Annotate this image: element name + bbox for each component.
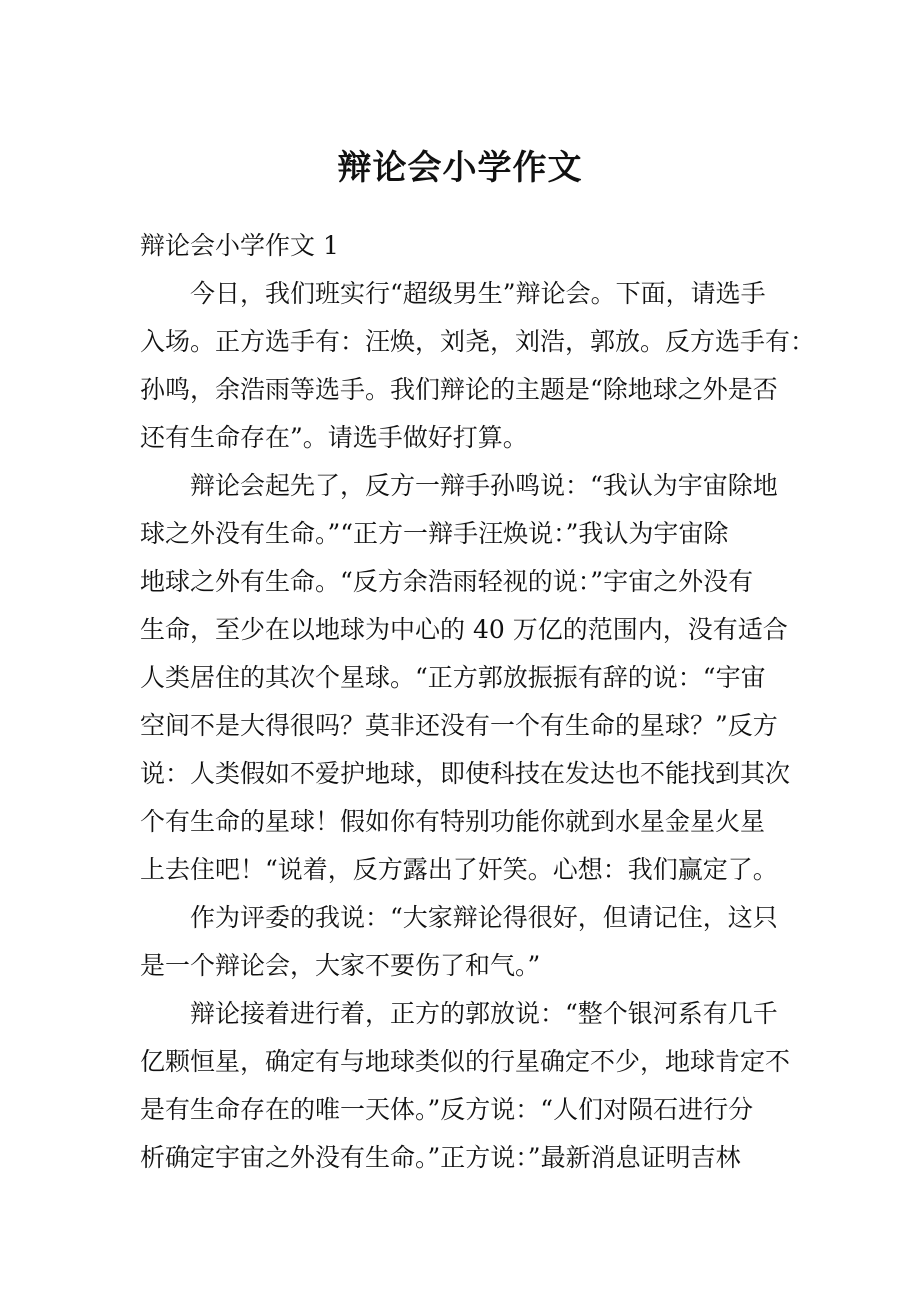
paragraph [140, 270, 816, 462]
section-heading: 辩论会小学作文 1 [140, 231, 339, 260]
text-line: 是有生命存在的唯一天体。”反方说：“人们对陨石进行分 [140, 1095, 754, 1124]
paragraph [140, 462, 790, 894]
article-body [140, 270, 816, 1182]
text-line: 地球之外有生命。“反方余浩雨轻视的说：”宇宙之外没有 [140, 567, 754, 596]
text-line: 球之外没有生命。”“正方一辩手汪焕说：”我认为宇宙除 [140, 519, 729, 548]
text-line: 上去住吧！“说着，反方露出了奸笑。心想：我们赢定了。 [140, 855, 778, 884]
text-line: 人类居住的其次个星球。“正方郭放振振有辞的说：“宇宙 [140, 663, 766, 692]
text-line: 个有生命的星球！假如你有特别功能你就到水星金星火星 [140, 807, 766, 836]
text-line: 说：人类假如不爱护地球，即使科技在发达也不能找到其次 [140, 759, 791, 788]
text-line: 入场。正方选手有：汪焕，刘尧，刘浩，郭放。反方选手有： [140, 327, 816, 356]
text-line: 今日，我们班实行“超级男生”辩论会。下面，请选手 [190, 279, 766, 308]
text-line: 作为评委的我说：“大家辩论得很好，但请记住，这只 [190, 903, 778, 932]
paragraph [140, 894, 790, 990]
text-line: 亿颗恒星，确定有与地球类似的行星确定不少，地球肯定不 [140, 1047, 791, 1076]
text-line: 还有生命存在”。请选手做好打算。 [140, 423, 528, 452]
text-line: 是一个辩论会，大家不要伤了和气。” [140, 951, 541, 980]
paragraph [140, 990, 790, 1182]
text-line: 析确定宇宙之外没有生命。”正方说：”最新消息证明吉林 [140, 1143, 741, 1172]
page-title: 辩论会小学作文 [337, 148, 583, 188]
text-line: 空间不是大得很吗？莫非还没有一个有生命的星球？”反方 [140, 711, 778, 740]
text-line: 生命，至少在以地球为中心的 40 万亿的范围内，没有适合 [140, 615, 788, 644]
text-line: 辩论会起先了，反方一辩手孙鸣说：“我认为宇宙除地 [190, 471, 778, 500]
text-line: 辩论接着进行着，正方的郭放说：“整个银河系有几千 [190, 999, 778, 1028]
text-line: 孙鸣，余浩雨等选手。我们辩论的主题是“除地球之外是否 [140, 375, 778, 404]
